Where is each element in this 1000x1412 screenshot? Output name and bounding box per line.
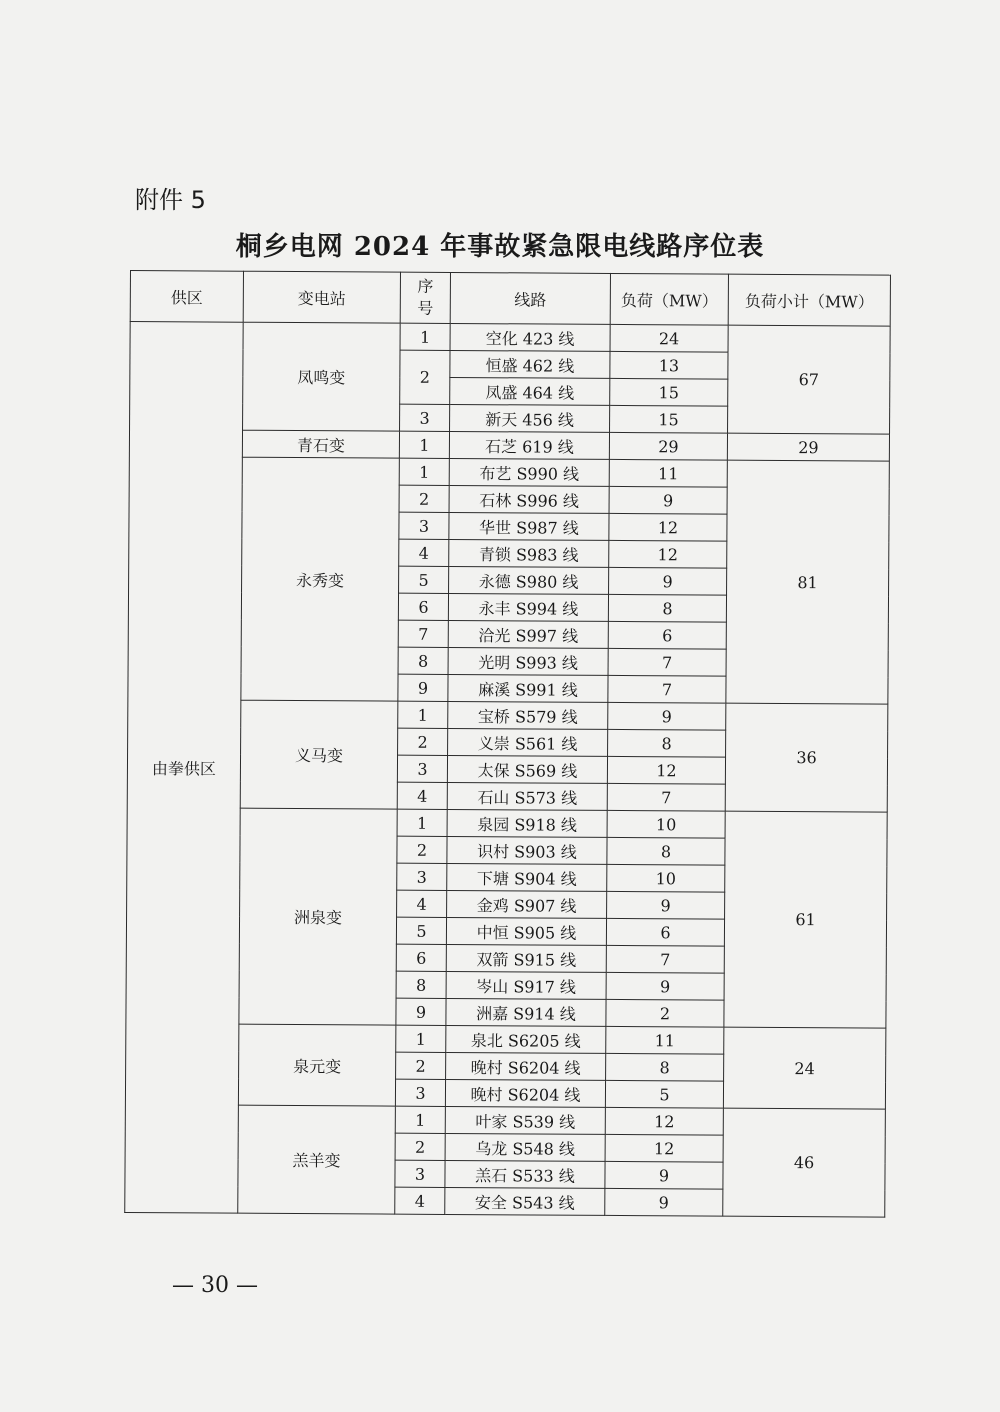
seq-cell: 1: [398, 701, 448, 728]
line-cell: 空化 423 线: [450, 323, 610, 351]
table-row: [127, 807, 887, 839]
line-cell: 岑山 S917 线: [446, 971, 606, 999]
subtotal-cell: 61: [724, 811, 887, 1028]
seq-cell: 1: [396, 1025, 446, 1052]
station-cell: 泉元变: [238, 1024, 395, 1106]
load-cell: 7: [608, 675, 726, 703]
load-cell: 9: [608, 702, 726, 730]
line-cell: 石林 S996 线: [449, 485, 609, 513]
table-row: [130, 322, 890, 354]
subtotal-cell: 67: [728, 325, 891, 434]
seq-cell: 2: [397, 836, 447, 863]
seq-cell: 3: [395, 1160, 445, 1187]
line-cell: 叶家 S539 线: [445, 1106, 605, 1134]
seq-cell: 1: [399, 458, 449, 485]
load-cell: 10: [607, 810, 725, 838]
load-cell: 11: [609, 459, 727, 487]
header-subtotal: 负荷小计（MW）: [728, 274, 890, 326]
load-cell: 15: [610, 378, 728, 406]
line-cell: 泉园 S918 线: [447, 809, 607, 837]
seq-cell: 2: [396, 1052, 446, 1079]
subtotal-cell: 46: [723, 1108, 886, 1217]
line-cell: 宝桥 S579 线: [448, 701, 608, 729]
seq-cell: 7: [398, 620, 448, 647]
load-cell: 24: [610, 324, 728, 352]
page-title: 桐乡电网 2024 年事故紧急限电线路序位表: [235, 232, 765, 262]
line-cell: 布艺 S990 线: [449, 458, 609, 486]
line-cell: 泉北 S6205 线: [446, 1025, 606, 1053]
station-cell: 义马变: [240, 700, 398, 809]
line-cell: 洽光 S997 线: [448, 620, 608, 648]
load-cell: 8: [606, 1053, 724, 1081]
line-cell: 双箭 S915 线: [446, 944, 606, 972]
line-cell: 义崇 S561 线: [448, 728, 608, 756]
load-cell: 12: [607, 756, 725, 784]
line-cell: 乌龙 S548 线: [445, 1133, 605, 1161]
seq-cell: 8: [396, 971, 446, 998]
seq-cell: 2: [400, 350, 450, 404]
subtotal-cell: 81: [726, 460, 889, 704]
seq-cell: 9: [396, 998, 446, 1025]
seq-cell: 4: [397, 890, 447, 917]
line-cell: 新天 456 线: [450, 404, 610, 432]
seq-cell: 3: [397, 755, 447, 782]
line-cell: 石山 S573 线: [447, 782, 607, 810]
load-cell: 6: [606, 918, 724, 946]
line-cell: 羔石 S533 线: [445, 1160, 605, 1188]
subtotal-cell: 29: [727, 433, 889, 461]
load-cell: 6: [608, 621, 726, 649]
load-cell: 12: [605, 1134, 723, 1162]
load-cell: 10: [607, 864, 725, 892]
seq-cell: 5: [396, 917, 446, 944]
header-area: 供区: [130, 271, 243, 323]
header-seq-line1: 序: [417, 276, 434, 296]
line-cell: 下塘 S904 线: [447, 863, 607, 891]
station-cell: 青石变: [242, 430, 399, 458]
line-cell: 洲嘉 S914 线: [446, 998, 606, 1026]
header-seq: [400, 272, 450, 323]
line-cell: 晚村 S6204 线: [445, 1079, 605, 1107]
station-cell: 羔羊变: [238, 1105, 396, 1214]
station-cell: 洲泉变: [239, 808, 397, 1025]
line-cell: 永德 S980 线: [449, 566, 609, 594]
load-cell: 15: [610, 405, 728, 433]
table-body: [125, 322, 890, 1218]
seq-cell: 2: [395, 1133, 445, 1160]
seq-cell: 3: [395, 1079, 445, 1106]
load-cell: 12: [609, 540, 727, 568]
area-cell: 由拳供区: [125, 322, 243, 1214]
load-cell: 7: [607, 783, 725, 811]
table-header-row: [130, 271, 890, 327]
table-row: [126, 1023, 886, 1055]
load-cell: 9: [605, 1161, 723, 1189]
seq-cell: 3: [397, 863, 447, 890]
load-cell: 9: [609, 486, 727, 514]
subtotal-cell: 36: [725, 703, 888, 812]
seq-cell: 1: [400, 323, 450, 350]
seq-cell: 4: [399, 539, 449, 566]
load-cell: 9: [606, 972, 724, 1000]
seq-cell: 1: [397, 809, 447, 836]
load-cell: 2: [606, 999, 724, 1027]
load-cell: 13: [610, 351, 728, 379]
table-row: [125, 1104, 885, 1136]
seq-cell: 1: [399, 431, 449, 458]
attachment-label: 附件 5: [135, 186, 206, 214]
load-cell: 29: [609, 432, 727, 460]
line-cell: 麻溪 S991 线: [448, 674, 608, 702]
line-cell: 石芝 619 线: [449, 431, 609, 459]
station-cell: 永秀变: [241, 457, 399, 701]
load-cell: 8: [608, 594, 726, 622]
seq-cell: 5: [399, 566, 449, 593]
page-number: — 30 —: [172, 1273, 258, 1298]
load-cell: 12: [605, 1107, 723, 1135]
subtotal-cell: 24: [723, 1027, 885, 1109]
seq-cell: 4: [397, 782, 447, 809]
line-cell: 永丰 S994 线: [448, 593, 608, 621]
seq-cell: 2: [398, 728, 448, 755]
line-cell: 华世 S987 线: [449, 512, 609, 540]
load-cell: 8: [608, 729, 726, 757]
seq-cell: 3: [400, 404, 450, 431]
station-cell: 凤鸣变: [243, 322, 401, 431]
header-line: 线路: [450, 272, 610, 324]
load-cell: 5: [605, 1080, 723, 1108]
line-cell: 凤盛 464 线: [450, 377, 610, 405]
table-row: [129, 456, 889, 488]
load-shedding-table: [124, 270, 891, 1218]
load-cell: 7: [608, 648, 726, 676]
line-cell: 恒盛 462 线: [450, 350, 610, 378]
line-cell: 金鸡 S907 线: [447, 890, 607, 918]
line-cell: 青锁 S983 线: [449, 539, 609, 567]
seq-cell: 1: [395, 1106, 445, 1133]
header-seq-line2: 号: [417, 298, 434, 318]
load-cell: 12: [609, 513, 727, 541]
line-cell: 光明 S993 线: [448, 647, 608, 675]
line-cell: 中恒 S905 线: [446, 917, 606, 945]
seq-cell: 8: [398, 647, 448, 674]
seq-cell: 2: [399, 485, 449, 512]
seq-cell: 6: [398, 593, 448, 620]
seq-cell: 3: [399, 512, 449, 539]
line-cell: 安全 S543 线: [445, 1187, 605, 1215]
line-cell: 太保 S569 线: [447, 755, 607, 783]
load-cell: 9: [607, 891, 725, 919]
load-cell: 9: [609, 567, 727, 595]
line-cell: 晚村 S6204 线: [446, 1052, 606, 1080]
table-row: [128, 699, 888, 731]
header-station: 变电站: [243, 271, 400, 323]
seq-cell: 9: [398, 674, 448, 701]
header-load: 负荷（MW）: [610, 273, 728, 325]
load-cell: 7: [606, 945, 724, 973]
seq-cell: 6: [396, 944, 446, 971]
load-cell: 8: [607, 837, 725, 865]
load-cell: 9: [605, 1188, 723, 1216]
load-cell: 11: [606, 1026, 724, 1054]
seq-cell: 4: [395, 1187, 445, 1214]
line-cell: 识村 S903 线: [447, 836, 607, 864]
